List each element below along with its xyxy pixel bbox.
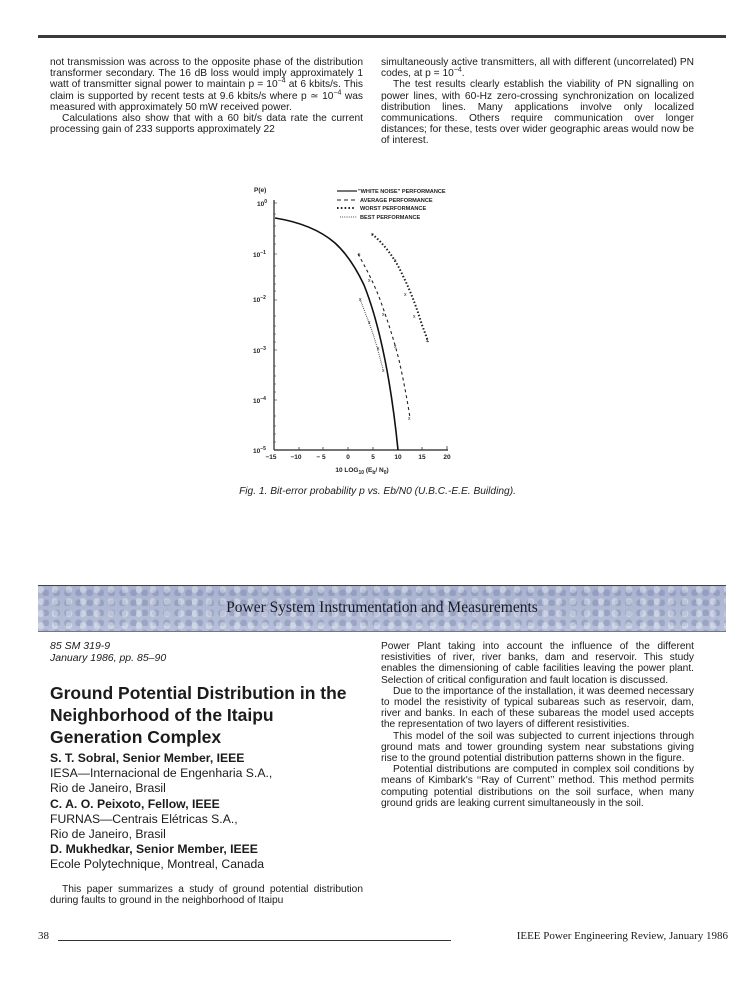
text: not transmission was across to the opposite phase of the distribution transformer secondary. The 16 dB loss would imply approximately 1 watt of transmitter signal power to maintain p = 10: [50, 57, 363, 91]
author-name: C. A. O. Peixoto, Fellow, IEEE: [50, 796, 220, 811]
svg-text:0: 0: [346, 454, 350, 461]
paragraph: This model of the soil was subjected to current injections through ground mats and tower grounding system near substations giving rise to the ground potential distribution patterns shown in the figure.: [381, 730, 694, 765]
legend: [337, 189, 446, 221]
svg-text:10: 10: [394, 454, 402, 461]
page-footer: [38, 930, 728, 944]
figure-ber-chart: [240, 180, 480, 480]
exponent: −4: [277, 78, 286, 86]
article-title: Ground Potential Distribution in the Neighborhood of the Itaipu Generation Complex: [50, 683, 347, 747]
exponent: −4: [333, 89, 342, 97]
svg-text:10−1: $10^{-1}$: [253, 250, 266, 259]
svg-text:x: x: [413, 314, 416, 320]
text: simultaneously active transmitters, all with different (uncorrelated) PN codes, at p = 10: [381, 57, 694, 80]
svg-text:"WHITE NOISE" PERFORMANCE: "WHITE NOISE" PERFORMANCE: [358, 189, 446, 195]
text: .: [461, 68, 465, 80]
svg-text:WORST PERFORMANCE: WORST PERFORMANCE: [360, 206, 427, 212]
paragraph: The test results clearly establish the viability of PN signalling on power lines, with 60-Hz zero-crossing synchronization on localized distribution lines. Many applications involve only localized communications. Others require communication over longer distances; for these, tests over wider geographic areas would now be of interest.: [381, 79, 694, 147]
svg-text:x: x: [371, 232, 374, 238]
paper-number: 85 SM 319-9: [50, 640, 111, 652]
abstract-start: [50, 884, 363, 906]
svg-text:10−3: $10^{-3}$: [253, 346, 266, 355]
svg-text:x: x: [359, 297, 362, 303]
y-tick-labels: [253, 187, 267, 455]
x-tick-labels: [265, 454, 451, 461]
paragraph: [381, 57, 694, 79]
svg-text:x: x: [404, 292, 407, 298]
author-affiliation: Ecole Polytechnique, Montreal, Canada: [50, 857, 265, 872]
svg-text:x: x: [368, 278, 371, 284]
figure-caption: Fig. 1. Bit-error probability p vs. Eb/N0 (U.B.C.-E.E. Building).: [239, 486, 516, 497]
svg-text:5: 5: [371, 454, 375, 461]
author-name: D. Mukhedkar, Senior Member, IEEE: [50, 842, 258, 857]
svg-text:−10: −10: [290, 454, 302, 461]
svg-text:−15: −15: [265, 454, 277, 461]
svg-text:20: 20: [443, 454, 451, 461]
paragraph: Calculations also show that with a 60 bit/s data rate the current processing gain of 233 supports approximately 22: [50, 113, 363, 136]
svg-text:P(e): P(e): [254, 187, 267, 194]
exponent: −4: [453, 66, 462, 74]
article-right-column: [381, 641, 694, 809]
svg-text:BEST PERFORMANCE: BEST PERFORMANCE: [360, 215, 421, 221]
svg-text:10−4: $10^{-4}$: [253, 396, 266, 405]
issue-pages: January 1986, pp. 85–90: [50, 651, 167, 664]
data-markers: [358, 232, 429, 422]
author-name: S. T. Sobral, Senior Member, IEEE: [50, 751, 245, 765]
svg-text:x: x: [358, 252, 361, 258]
series-average: [358, 254, 410, 418]
svg-text:x: x: [394, 258, 397, 264]
svg-text:x: x: [382, 368, 385, 374]
svg-text:− 5: − 5: [316, 454, 326, 461]
paragraph: [50, 57, 363, 113]
page-number: 38: [38, 930, 49, 942]
svg-text:100: $10^0$: [257, 199, 268, 208]
svg-text:x: x: [394, 344, 397, 350]
paragraph: Power Plant taking into account the influence of the different resistivities of river, river banks, dam and reservoir. This study enables the dimensioning of cable facilities leaving the power plant. Selection of critical configuration and fault location is discussed.: [381, 641, 694, 686]
author-affiliation: FURNAS—Centrais Elétricas S.A.,: [50, 811, 238, 826]
author-affiliation: IESA—Internacional de Engenharia S.A.,: [50, 766, 273, 781]
paper-meta: [50, 641, 166, 664]
footer-rule: [58, 940, 451, 941]
svg-text:x: x: [377, 346, 380, 352]
author-affiliation: Rio de Janeiro, Brasil: [50, 781, 166, 796]
series-white-noise: [275, 218, 398, 450]
svg-text:x: x: [368, 320, 371, 326]
text: at 6 kbits/s. This claim is supported by recent tests at 9.6 kbits/s where p ≃ 10: [50, 79, 364, 102]
section-banner: [38, 585, 726, 632]
section-title: Power System Instrumentation and Measurements: [226, 599, 538, 616]
svg-text:x: x: [426, 338, 429, 344]
x-axis-label: 10 $LOG_{10}$ ($E_b/$ $N_0$): [335, 467, 389, 476]
author-list: [50, 751, 370, 873]
top-right-column: [381, 57, 694, 147]
paragraph: This paper summarizes a study of ground potential distribution during faults to ground in the neighborhood of Itaipu: [50, 884, 363, 907]
top-left-column: [50, 57, 363, 135]
svg-text:x: x: [382, 312, 385, 318]
top-rule: [38, 35, 726, 38]
svg-text:x: x: [408, 416, 411, 422]
paragraph: Due to the importance of the installation, it was deemed necessary to model the resistivity of typical subareas such as reservoir, dam, river and banks. In each of these subareas the model used accepts the representation of two layers of different resistivities.: [381, 685, 694, 731]
svg-text:10−2: $10^{-2}$: [253, 295, 266, 304]
svg-text:AVERAGE PERFORMANCE: AVERAGE PERFORMANCE: [360, 198, 433, 204]
paragraph: Potential distributions are computed in complex soil conditions by means of Kimbark's ‘‘Ray of Current’’ method. This method permits computing potential distributions on the soil surface, when many ground grids are leaking current simultaneously in the soil.: [381, 764, 694, 809]
chart-svg: [240, 180, 480, 480]
svg-text:10−5: $10^{-5}$: [253, 446, 266, 455]
author-affiliation: Rio de Janeiro, Brasil: [50, 827, 166, 842]
series-worst: [372, 234, 428, 342]
svg-text:15: 15: [418, 454, 426, 461]
journal-name: IEEE Power Engineering Review, January 1986: [516, 930, 728, 942]
text: was measured with approximately 50 mW received power.: [50, 90, 363, 113]
